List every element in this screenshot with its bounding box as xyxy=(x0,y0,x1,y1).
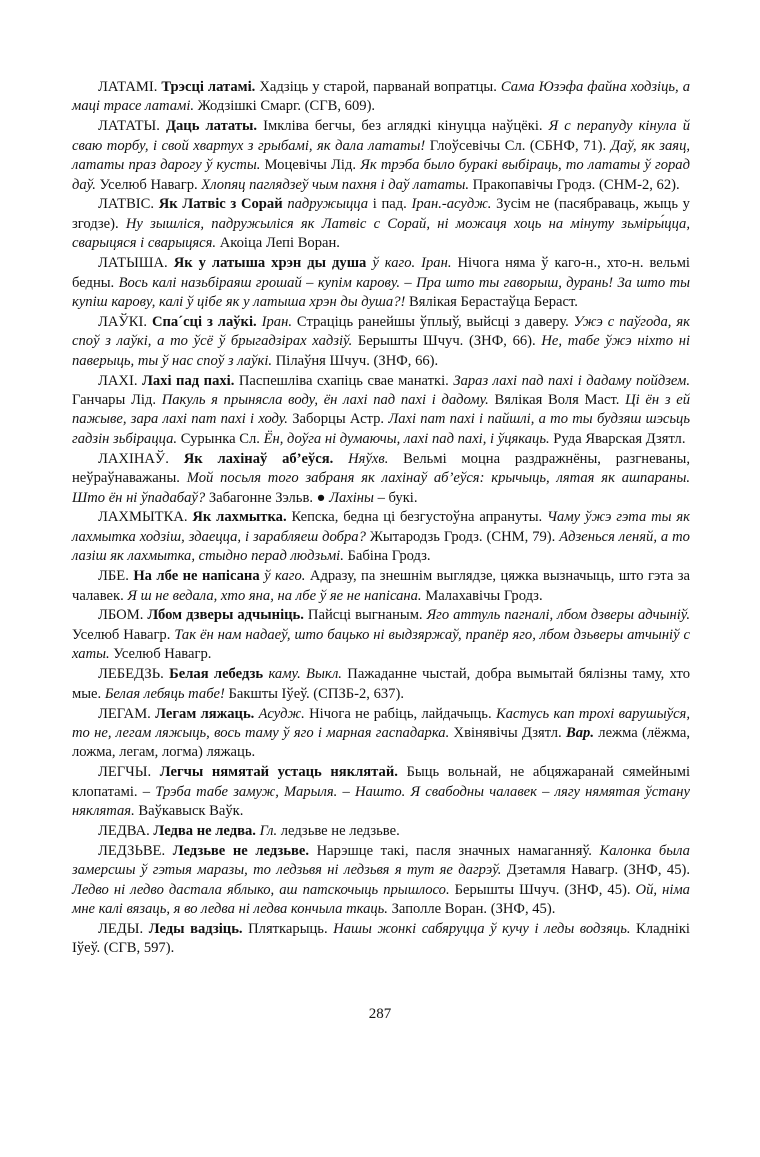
entry-text: ЛАТВІС. xyxy=(98,196,159,213)
entry-text: ЛБОМ. xyxy=(98,607,148,624)
entry-example: Адзенься леняй, а то лазіш як лахмытка, стыдно перад людзьмі. xyxy=(72,528,690,565)
entry-text: ЛАЎКІ. xyxy=(98,313,152,330)
entry-example: ў каго. Іран. xyxy=(372,255,452,272)
dictionary-entry xyxy=(72,313,690,371)
entry-text: Пайсці выгнаным. xyxy=(303,607,427,624)
entry-example: Зараз лахі пад пахі і дадаму пойдзем. xyxy=(453,372,690,389)
dictionary-entry xyxy=(72,665,690,704)
dictionary-entry xyxy=(72,195,690,253)
entry-example: Белая лебяць табе! xyxy=(104,685,225,702)
entry-text: Дзетамля Навагр. (ЗНФ, 45). xyxy=(501,862,690,879)
entry-text: ЛЕБЕДЗЬ. xyxy=(98,666,170,683)
dictionary-entry xyxy=(72,842,690,920)
entry-text: Хадзіць у старой, парванай вопратцы. xyxy=(255,79,501,95)
entry-text: Паспешліва схапіць свае манаткі. xyxy=(234,372,454,389)
entry-example: Калонка была замерсшы ў гэтыя маразы, то ледзьвя ні ледзьвя я тут яе дагрэў. xyxy=(72,842,690,879)
entry-text: Вельмі моцна раздражнёны, разгневаны, неўраўнаважаны. xyxy=(72,450,690,487)
dictionary-entry xyxy=(72,450,690,508)
entry-text: Вялікая Берастаўца Берaст. xyxy=(405,293,578,310)
entry-text: Зусім не (пасябраваць, жыць у згодзе). xyxy=(72,196,690,232)
entry-text: Ганчары Лід. xyxy=(72,392,162,408)
entry-headword: Трэсці латамі. xyxy=(161,79,256,95)
entry-example: Сама Юзэфа файна ходзіць, а маці трасе латамі. xyxy=(72,79,690,115)
entry-example: падружыцца xyxy=(287,196,369,213)
entry-text: ЛЕДВА. xyxy=(98,822,154,839)
entry-text: Жодзішкі Смарг. (СГВ, 609). xyxy=(194,98,376,115)
entry-text: Руда Яварская Дзятл. xyxy=(549,430,686,447)
entry-example: Яго аттуль пагналі, лбом дзверы адчыніў. xyxy=(426,607,690,624)
entry-text: Уселюб Навагр. xyxy=(72,626,175,643)
entry-text: Ваўкавыск Ваўк. xyxy=(134,803,244,820)
dictionary-entry xyxy=(72,78,690,117)
entry-text: ЛАТАТЫ. xyxy=(98,118,166,135)
entry-example: Ой, німа мне калі вязаць, я во ледва ні ледва кончыла ткаць. xyxy=(72,881,690,918)
entry-headword: Белая лебедзь xyxy=(169,666,264,683)
entry-text: Забагонне Зэльв. ● xyxy=(205,489,330,506)
page-number: 287 xyxy=(368,1006,392,1022)
entry-text: Моцевічы Лід. xyxy=(260,157,361,174)
entry-headword: Як у латыша хрэн ды душа xyxy=(173,255,367,272)
entry-text: – букі. xyxy=(373,489,418,506)
entry-text: Кепска, бедна ці безгустоўна апрануты. xyxy=(286,509,547,526)
entry-text: Малахавічы Гродз. xyxy=(421,587,543,604)
entry-text: Берышты Шчуч. (ЗНФ, 45). xyxy=(449,881,636,898)
entry-headword: Як лахінаў аб’еўся. xyxy=(183,450,334,467)
entry-example: Ну зышліся, падружыліся як Латвіс с Сорай, ні можаця хоць на мінуту зьміры́цца, сварыцяся і сварыцяся. xyxy=(72,215,691,252)
entry-text: лежма (лёжма, ложма, легам, логма) ляжаць. xyxy=(72,724,691,761)
dictionary-entry xyxy=(72,705,690,763)
entry-text: Заполле Воран. (ЗНФ, 45). xyxy=(387,901,556,918)
entry-text: Заборцы Астр. xyxy=(287,411,389,428)
entry-text: Быць вольнай, не абцяжаранай сямейнымі клопатамі. – xyxy=(72,764,690,800)
entry-headword: Спа´сці з лаўкі. xyxy=(151,313,257,330)
entry-headword: Легам ляжаць. xyxy=(155,705,255,722)
entry-headword: Як Латвіс з Сорай xyxy=(158,196,283,213)
entry-example: Чаму ўжэ гэта ты як лахмытка ходзіш, здаецца, і зарабляеш добра? xyxy=(72,509,690,545)
entry-text: Пракопавічы Гродз. (СНМ-2, 62). xyxy=(468,176,680,193)
dictionary-entry xyxy=(72,567,690,606)
entry-example: Лахіны xyxy=(329,489,374,506)
entry-headword: Даць лататы. xyxy=(165,118,258,135)
entry-example: Так ён нам надаеў, што бацько ні выдзяржаў, прапёр яго, лбом дзьверы атчыніў с хаты. xyxy=(72,626,691,663)
entry-text: Глоўсевічы Сл. (СБНФ, 71). xyxy=(425,137,611,154)
entry-text: Нарэшце такі, пасля значных намаганняў. xyxy=(308,842,600,859)
dictionary-entry xyxy=(72,372,690,450)
entry-text xyxy=(333,451,348,467)
entry-example: Хлопяц паглядзеў чым пахня і даў лататы. xyxy=(201,176,469,193)
dictionary-entry xyxy=(72,117,690,195)
entry-example: Як трэба было буракі выбіраць, то лататы ў горад даў. xyxy=(72,157,690,193)
entry-headword: На лбе не напісана xyxy=(133,568,260,585)
entry-text: ЛАХМЫТКА. xyxy=(98,509,193,526)
entry-example: каму. Выкл. xyxy=(268,666,342,683)
dictionary-page xyxy=(72,78,690,959)
dictionary-entry xyxy=(72,508,690,566)
entry-text: Берышты Шчуч. (ЗНФ, 66). xyxy=(352,333,542,350)
entry-text: ЛЕГАМ. xyxy=(98,705,156,722)
entry-example: Мой посьля того забраня як лахінаў аб’еўся: крычыць, лятая як ашпараны. Што ён ні ўпадабаў? xyxy=(72,470,690,506)
entry-example: Няўхв. xyxy=(348,450,389,467)
dictionary-entry xyxy=(72,920,690,959)
entry-text: ЛАХІНАЎ. xyxy=(98,450,184,467)
entry-example: Даў, як заяц, лататы праз дарогу ў кусты. xyxy=(72,137,691,174)
entry-example: Ці ён з ей пажыве, зара лахі пат пахі і ходу. xyxy=(72,392,691,428)
entry-example: Трэба табе замуж, Марыля. – Нашто. Я свабодны чалавек – лягу нямятая ўстану няклятая. xyxy=(72,783,690,820)
entry-text: Бакшты Іўеў. (СПЗБ-2, 637). xyxy=(224,685,404,702)
entry-text: Пляткарыць. xyxy=(242,920,334,937)
entry-text: ЛАХІ. xyxy=(98,372,143,389)
entry-example: Ужэ с паўгода, як споў з лаўкі, а то ўсё ў брыгадзірах хадзіў. xyxy=(72,313,690,350)
dictionary-entry xyxy=(72,822,690,841)
entry-example: Лахі пат пахі і пайшлі, а то ты будзяш шэсьць гадзін зьбірацца. xyxy=(72,411,690,447)
entry-text: Сурынка Сл. xyxy=(177,430,264,447)
dictionary-entry xyxy=(72,606,690,664)
entry-example: Іран.-асудж. xyxy=(411,196,492,213)
entry-headword: Леды вадзіць. xyxy=(148,920,243,937)
entry-example: Асудж. xyxy=(258,705,305,722)
entry-text: Жытародзь Гродз. (СНМ, 79). xyxy=(365,528,560,545)
entry-text: Вар. xyxy=(566,724,594,741)
entry-example: Кастусь кап трохі варушыўся, то не, легам ляжыць, вось таму ў яго і марная гаспадарка. xyxy=(72,705,690,741)
entry-text: ледзьве не ледзьве. xyxy=(277,822,400,839)
entry-text: Кладнікі Іўеў. (СГВ, 597). xyxy=(72,920,690,957)
entry-text: Пажаданне чыстай, добра вымытай бялізны таму, хто мые. xyxy=(72,666,691,702)
dictionary-entry xyxy=(72,254,690,312)
entry-example: Ледво ні ледво дастала яблыко, аш патскочыць прышлосо. xyxy=(72,881,450,898)
entry-example: Я с перапуду кінула й сваю торбу, і свой хвартух з грыбамі, як дала лататы! xyxy=(72,118,690,154)
entry-text: Пілаўня Шчуч. (ЗНФ, 66). xyxy=(272,352,439,369)
entry-text: ЛБЕ. xyxy=(98,568,134,585)
entry-text: і пад. xyxy=(368,196,412,213)
entry-text: Акоіца Лепі Воран. xyxy=(216,235,340,252)
entry-text: Уселюб Навагр. xyxy=(109,646,212,663)
entry-text: ЛАТАМІ. xyxy=(98,79,162,95)
entry-headword: Ледзьве не ледзьве. xyxy=(172,842,309,859)
entry-text: Адразу, па знешнім выглядзе, цяжка вызначыць, што гэта за чалавек. xyxy=(72,568,690,604)
entry-example: Не, табе ўжэ ніхто ні паверыць, ты ў нас споў з лаўкі. xyxy=(72,333,690,369)
entry-headword: Лбом дзверы адчыніць. xyxy=(147,607,304,624)
entry-example: Я ш не ведала, хто яна, на лбе ў яе не напісана. xyxy=(127,587,422,604)
entry-text: ЛАТЫША. xyxy=(98,255,174,272)
entry-example: Іран. xyxy=(261,313,292,330)
entry-example: Ён, доўга ні думаючы, лахі пад пахі, і ўцякаць. xyxy=(263,430,550,447)
entry-text: Хвінявічы Дзятл. xyxy=(449,724,566,741)
entry-example: Пакуль я прыняcла воду, ён лахі пад пахі і дадому. xyxy=(161,392,489,408)
entry-text: Страціць ранейшы ўплыў, выйсці з даверу. xyxy=(291,313,574,330)
entry-text: Уселюб Навагр. xyxy=(95,176,202,193)
entry-example: ў каго. xyxy=(264,568,306,585)
dictionary-entry xyxy=(72,763,690,821)
entry-example: Гл. xyxy=(259,822,278,839)
entry-text: ЛЕГЧЫ. xyxy=(98,764,160,781)
entry-text: ЛЕДЗЬВЕ. xyxy=(98,842,173,859)
entry-text: Бабіна Гродз. xyxy=(343,548,431,565)
entry-text: Вялікая Воля Маст. xyxy=(488,392,626,408)
entry-example: Нашы жонкі сабяруцца ў кучу і леды водзяць. xyxy=(333,920,631,937)
entry-example: Вось калі назьбіраяш грошай – купім карову. – Пра што ты гаворыш, дурань! За што ты купіш карову, калі ў цібе як у латыша хрэн ды душа?! xyxy=(72,274,691,310)
entry-text: Нічога не рабіць, лайдачыць. xyxy=(304,705,496,722)
entry-text: Імкліва бегчы, без аглядкі кінуцца наўцёкі. xyxy=(257,118,549,135)
entry-headword: Ледва не ледва. xyxy=(153,822,256,839)
entry-text: Нічога няма ў каго-н., хто-н. вельмі бедны. xyxy=(72,255,690,291)
entry-text: ЛЕДЫ. xyxy=(98,920,149,937)
entry-headword: Лахі пад пахі. xyxy=(142,372,235,389)
entry-headword: Як лахмытка. xyxy=(192,509,287,526)
entry-headword: Легчы нямятай устаць няклятай. xyxy=(159,764,398,781)
